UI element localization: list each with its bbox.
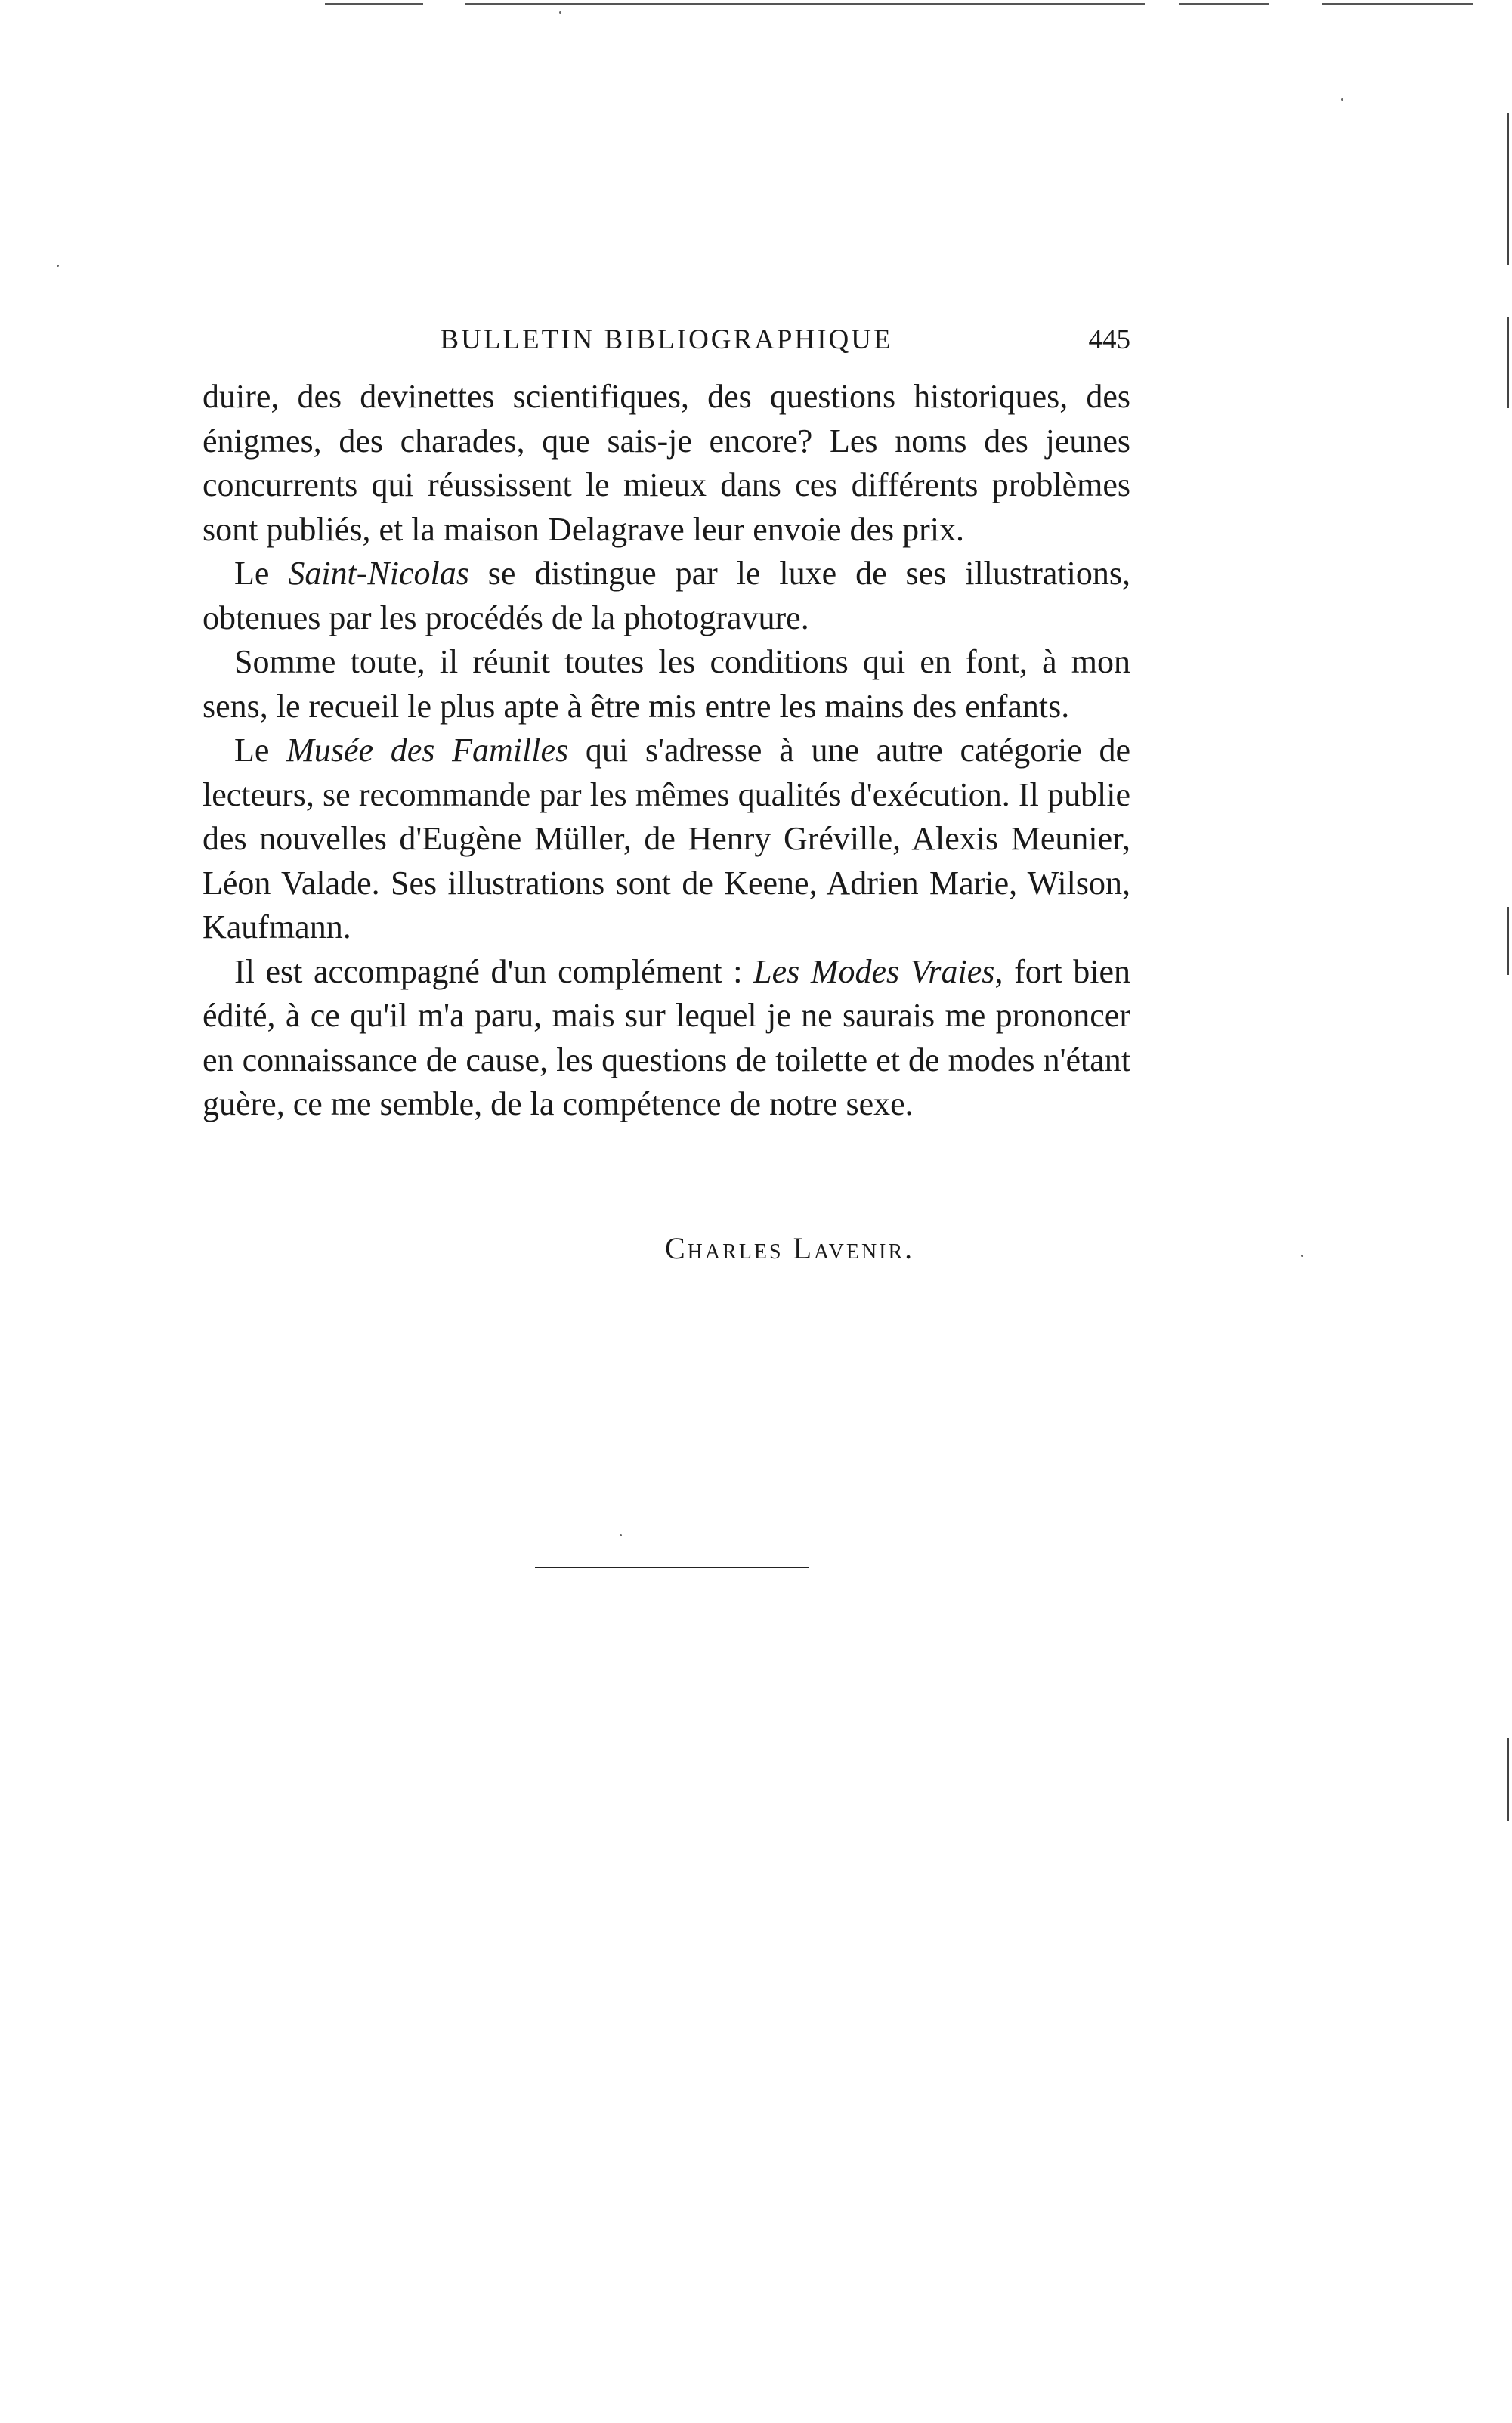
- scan-speck: [559, 11, 561, 14]
- paragraph-continuation: duire, des devinettes scientifiques, des questions historiques, des énigmes, des charades, que sais-je encore? Les noms des jeunes concurrents qui réussissent le mieux dans ces différents problèmes sont publiés, et la maison Delagrave leur envoie des prix.: [203, 378, 1130, 548]
- paragraph-text: Il est accompagné d'un complément :: [234, 952, 754, 990]
- publication-title: Saint-Nicolas: [288, 555, 469, 592]
- scan-speck: [620, 1534, 622, 1536]
- article-body: [203, 375, 1130, 1127]
- scan-edge-rule-2: [465, 3, 1145, 5]
- page-number: 445: [1088, 324, 1130, 355]
- paragraph-text: Le: [234, 555, 289, 592]
- paragraph-somme-toute: Somme toute, il réunit toutes les conditions qui en font, à mon sens, le recueil le plus apte à être mis entre les mains des enfants.: [203, 643, 1130, 725]
- scan-edge-mark-2: [1507, 317, 1509, 408]
- running-title: BULLETIN BIBLIOGRAPHIQUE: [440, 324, 893, 355]
- paragraph-musee-des-familles: [203, 729, 1130, 950]
- paragraph-saint-nicolas: [203, 552, 1130, 640]
- scan-edge-mark-3: [1507, 907, 1509, 975]
- scan-edge-rule-4: [1322, 3, 1473, 5]
- paragraph-text: qui s'adresse à une autre catégorie de lecteurs, se recommande par les mêmes qualités d'exécution. Il publie des nouvelles d'Eugène Müller, de Henry Gréville, Alexis Meunier, Léon Valade. Ses illustrations sont de Keene, Adrien Marie, Wilson, Kaufmann.: [203, 732, 1131, 945]
- scan-edge-mark-1: [1507, 113, 1509, 265]
- paragraph-modes-vraies: [203, 950, 1130, 1127]
- publication-title: Les Modes Vraies: [753, 952, 995, 990]
- paragraph-text: Le: [234, 732, 287, 769]
- author-signature: Charles Lavenir.: [665, 1231, 915, 1265]
- scan-speck: [1301, 1255, 1303, 1257]
- paragraph-text: , fort bien édité, à ce qu'il m'a paru, mais sur lequel je ne saurais me prononcer en connaissance de cause, les questions de toilette et de modes n'étant guère, ce me semble, de la compétence de notre sexe.: [203, 952, 1130, 1122]
- publication-title: Musée des Familles: [286, 732, 569, 769]
- page-header: [203, 323, 1130, 369]
- section-end-rule: [535, 1567, 809, 1568]
- scan-speck: [1341, 98, 1343, 101]
- scan-edge-mark-4: [1507, 1738, 1509, 1821]
- paragraph-text: se distingue par le luxe de ses illustrations, obtenues par les procédés de la photogravure.: [203, 555, 1130, 636]
- scan-edge-rule-3: [1179, 3, 1269, 5]
- scan-edge-rule-1: [325, 3, 423, 5]
- scan-speck: [57, 265, 59, 267]
